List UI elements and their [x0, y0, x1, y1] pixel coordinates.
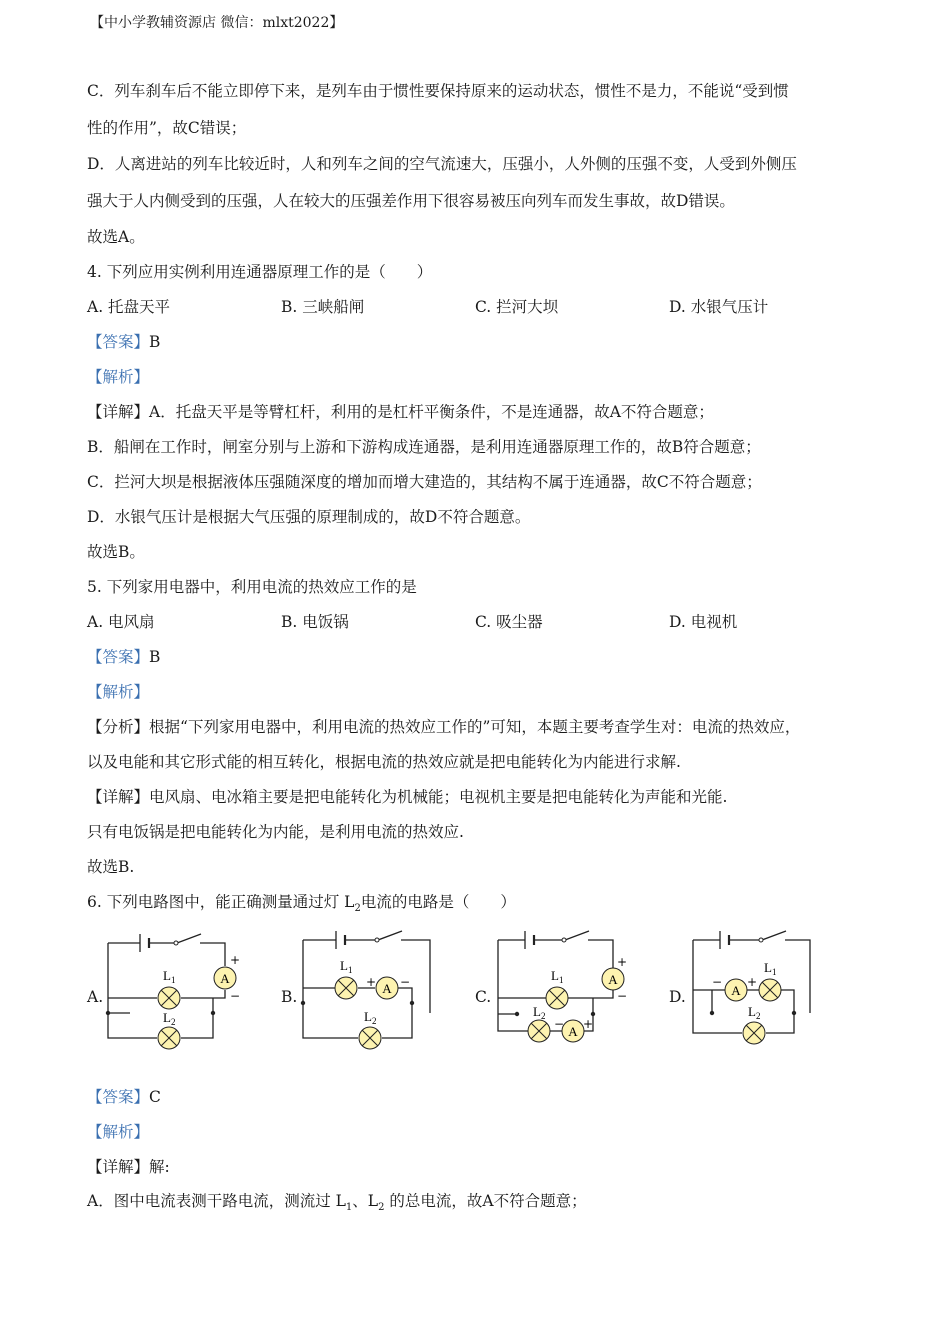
- lamp-label: $L_2$: [533, 1004, 546, 1021]
- lamp-l2-icon: [158, 1027, 180, 1049]
- q6-analysis-tag: 【解析】: [87, 1123, 150, 1141]
- circuit-label-a: A.: [87, 988, 104, 1006]
- detail-tag: 【详解】: [87, 403, 150, 421]
- junction-dot: [301, 1001, 305, 1005]
- q4-choose: 故选B。: [87, 543, 145, 561]
- plus-sign: +: [583, 1017, 594, 1031]
- svg-text:A: A: [608, 972, 618, 987]
- circuit-diagram-a: [105, 928, 250, 1053]
- q4-analysis-tag: 【解析】: [87, 368, 150, 386]
- q3-choose: 故选A。: [87, 228, 145, 246]
- ammeter-icon: [725, 979, 747, 1001]
- lamp-l1-icon: [158, 987, 180, 1009]
- q5-fenxi-line1: [87, 716, 800, 738]
- switch-blade: [177, 934, 201, 943]
- q4-detail-d: D．水银气压计是根据大气压强的原理制成的，故D不符合题意。: [87, 508, 531, 526]
- q4-stem: 4. 下列应用实例利用连通器原理工作的是（ ）: [87, 263, 433, 281]
- q4-option-b: B. 三峡船闸: [281, 298, 365, 316]
- q5-analysis-tag: 【解析】: [87, 683, 150, 701]
- q6-detail-a: [87, 1190, 587, 1219]
- page-header: 【中小学教辅资源店 微信：mlxt2022】: [90, 15, 344, 31]
- q4-detail-a: [87, 401, 714, 423]
- minus-sign: −: [230, 989, 241, 1003]
- plus-sign: +: [366, 975, 377, 989]
- answer-value: C: [149, 1088, 161, 1106]
- minus-sign: −: [617, 989, 628, 1003]
- q4-detail-a-text: A．托盘天平是等臂杠杆，利用的是杠杆平衡条件，不是连通器，故A不符合题意；: [149, 403, 714, 421]
- minus-sign: −: [554, 1017, 565, 1031]
- q4-option-c: C. 拦河大坝: [475, 298, 559, 316]
- lamp-l1-icon: [546, 987, 568, 1009]
- lamp-l2-icon: [528, 1020, 550, 1042]
- q3-option-c-line1: C．列车刹车后不能立即停下来，是列车由于惯性要保持原来的运动状态，惯性不是力，不能说“受到惯: [87, 82, 789, 100]
- q6-detail-a-post: 的总电流，故A不符合题意；: [384, 1192, 587, 1210]
- q6-detail-a-pre: A．图中电流表测干路电流，测流过 L: [87, 1192, 346, 1210]
- q3-option-d-line2: 强大于人内侧受到的压强，人在较大的压强差作用下很容易被压向列车而发生事故，故D错误。: [87, 192, 735, 210]
- svg-text:A: A: [382, 981, 392, 996]
- q4-option-d: D. 水银气压计: [669, 298, 769, 316]
- answer-tag: 【答案】: [87, 1088, 150, 1106]
- plus-sign: +: [230, 953, 241, 967]
- svg-text:A: A: [568, 1024, 578, 1039]
- q5-option-a: A. 电风扇: [87, 613, 155, 631]
- minus-sign: −: [712, 975, 723, 989]
- lamp-label: $L_2$: [163, 1010, 176, 1027]
- q6-stem-post: 电流的电路是（ ）: [360, 893, 516, 911]
- fenxi-tag: 【分析】: [87, 718, 150, 736]
- q6-stem: [87, 891, 516, 920]
- q6-detail-a-mid: 、L: [352, 1192, 379, 1210]
- q5-detail-line1: [87, 786, 727, 808]
- q6-stem-sub: 2: [354, 903, 361, 915]
- svg-text:A: A: [220, 971, 230, 986]
- lamp-label: $L_1$: [551, 968, 564, 985]
- q6-answer: [87, 1086, 161, 1108]
- lamp-l2-icon: [359, 1027, 381, 1049]
- answer-tag: 【答案】: [87, 648, 150, 666]
- lamp-label: $L_1$: [163, 968, 176, 985]
- q5-choose: 故选B.: [87, 858, 135, 876]
- q3-option-d-line1: D．人离进站的列车比较近时，人和列车之间的空气流速大，压强小，人外侧的压强不变，人受到外侧压: [87, 155, 797, 173]
- q5-option-b: B. 电饭锅: [281, 613, 349, 631]
- circuit-label-d: D.: [669, 988, 686, 1006]
- detail-tag: 【详解】: [87, 1158, 150, 1176]
- circuit-diagram-b: [300, 928, 445, 1053]
- circuit-diagram-c: [495, 928, 640, 1053]
- q4-answer: [87, 331, 160, 353]
- lamp-label: $L_2$: [748, 1004, 761, 1021]
- lamp-l1-icon: [759, 979, 781, 1001]
- junction-dot: [211, 1011, 215, 1015]
- junction-dot: [591, 1012, 595, 1016]
- circuit-label-c: C.: [475, 988, 492, 1006]
- plus-sign: +: [747, 975, 758, 989]
- svg-text:A: A: [731, 983, 741, 998]
- q6-detail-head-text: 解:: [149, 1158, 170, 1176]
- minus-sign: −: [400, 975, 411, 989]
- q6-detail-head: [87, 1156, 170, 1178]
- answer-value: B: [149, 648, 161, 666]
- q6-detail-a-sub2: 2: [378, 1202, 385, 1214]
- q5-option-d: D. 电视机: [669, 613, 738, 631]
- ammeter-icon: [602, 968, 624, 990]
- q5-answer: [87, 646, 160, 668]
- ammeter-icon: [214, 967, 236, 989]
- q5-stem: 5. 下列家用电器中，利用电流的热效应工作的是: [87, 578, 417, 596]
- junction-dot: [410, 1001, 414, 1005]
- q6-stem-pre: 6. 下列电路图中，能正确测量通过灯 L: [87, 893, 355, 911]
- q6-detail-a-sub1: 1: [345, 1202, 353, 1214]
- answer-value: B: [149, 333, 161, 351]
- q3-option-c-line2: 性的作用”，故C错误；: [87, 119, 247, 137]
- q4-detail-c: C．拦河大坝是根据液体压强随深度的增加而增大建造的，其结构不属于连通器，故C不符合题意；: [87, 473, 762, 491]
- q5-detail-line2: 只有电饭锅是把电能转化为内能，是利用电流的热效应.: [87, 823, 464, 841]
- q4-detail-b: B．船闸在工作时，闸室分别与上游和下游构成连通器，是利用连通器原理工作的，故B符合题意；: [87, 438, 761, 456]
- answer-tag: 【答案】: [87, 333, 150, 351]
- q5-detail-text: 电风扇、电冰箱主要是把电能转化为机械能；电视机主要是把电能转化为声能和光能.: [149, 788, 728, 806]
- q5-option-c: C. 吸尘器: [475, 613, 543, 631]
- ammeter-icon: [562, 1020, 584, 1042]
- junction-dot: [106, 1011, 110, 1015]
- lamp-l1-icon: [335, 977, 357, 999]
- lamp-label: $L_1$: [764, 960, 777, 977]
- detail-tag: 【详解】: [87, 788, 150, 806]
- plus-sign: +: [617, 955, 628, 969]
- q5-fenxi-line2: 以及电能和其它形式能的相互转化，根据电流的热效应就是把电能转化为内能进行求解.: [87, 753, 681, 771]
- junction-dot: [792, 1011, 796, 1015]
- q4-option-a: A. 托盘天平: [87, 298, 171, 316]
- lamp-label: $L_1$: [340, 958, 353, 975]
- junction-dot: [710, 1011, 714, 1015]
- lamp-l2-icon: [743, 1022, 765, 1044]
- ammeter-icon: [376, 977, 398, 999]
- circuit-diagram-d: [690, 928, 835, 1053]
- lamp-label: $L_2$: [364, 1009, 377, 1026]
- circuit-label-b: B.: [281, 988, 298, 1006]
- q5-fenxi-text: 根据“下列家用电器中，利用电流的热效应工作的”可知，本题主要考查学生对：电流的热效应，: [149, 718, 801, 736]
- junction-dot: [515, 1012, 519, 1016]
